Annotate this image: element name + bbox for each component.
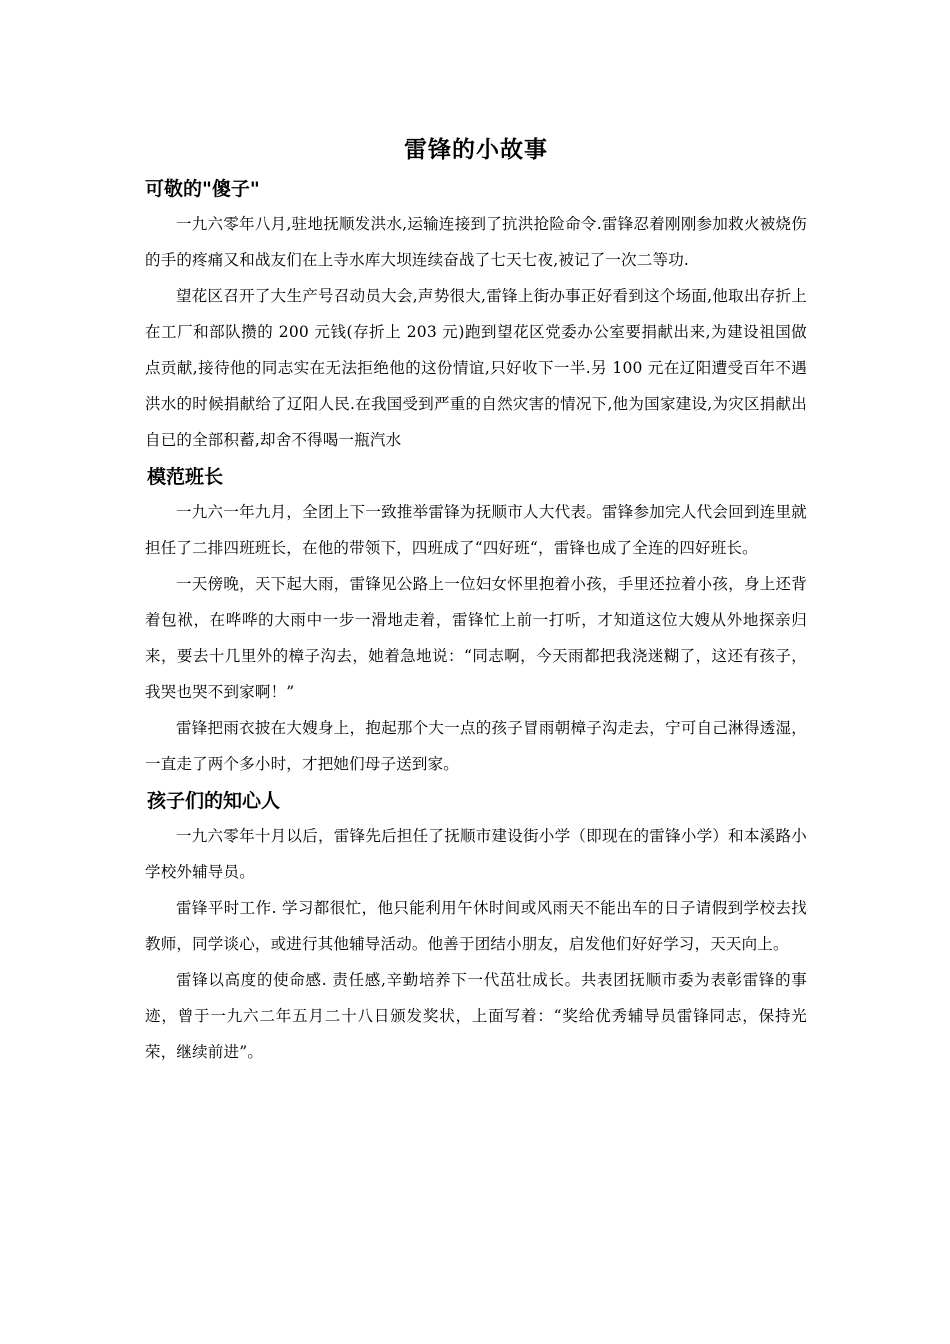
paragraph: 望花区召开了大生产号召动员大会,声势很大,雷锋上街办事正好看到这个场面,他取出存折上在工厂和部队攒的 200 元钱(存折上 203 元)跑到望花区党委办公室要捐献出来,为建设祖国做点贡献,接待他的同志实在无法拒绝他的这份情谊,只好收下一半.另 100 元在辽阳遭受百年不遇洪水的时候捐献给了辽阳人民.在我国受到严重的自然灾害的情况下,他为国家建设,为灾区捐献出自已的全部积蓄,却舍不得喝一瓶汽水	[145, 287, 807, 449]
section-childrens-confidant	[145, 784, 807, 1070]
paragraph: 雷锋平时工作. 学习都很忙，他只能利用午休时间或风雨天不能出车的日子请假到学校去找教师，同学谈心，或进行其他辅导活动。他善于团结小朋友，启发他们好好学习，天天向上。	[145, 899, 807, 953]
page-title: 雷锋的小故事	[404, 137, 548, 163]
section-heading: 可敬的"傻子"	[145, 178, 260, 200]
paragraph: 一天傍晚，天下起大雨，雷锋见公路上一位妇女怀里抱着小孩，手里还拉着小孩，身上还背着包袱，在哗哗的大雨中一步一滑地走着，雷锋忙上前一打听，才知道这位大嫂从外地探亲归来，要去十几里外的樟子沟去，她着急地说：“同志啊，今天雨都把我浇迷糊了，这还有孩子，我哭也哭不到家啊！”	[145, 575, 807, 701]
section-heading: 孩子们的知心人	[147, 790, 281, 812]
section-model-squad-leader	[145, 460, 807, 782]
document-body	[145, 130, 807, 1070]
paragraph: 雷锋把雨衣披在大嫂身上，抱起那个大一点的孩子冒雨朝樟子沟走去，宁可自己淋得透湿，一直走了两个多小时，才把她们母子送到家。	[145, 719, 807, 773]
paragraph: 雷锋以高度的使命感. 责任感,辛勤培养下一代茁壮成长。共表团抚顺市委为表彰雷锋的事迹，曾于一九六二年五月二十八日颁发奖状，上面写着：“奖给优秀辅导员雷锋同志，保持光荣，继续前进”。	[145, 971, 807, 1061]
paragraph: 一九六一年九月，全团上下一致推举雷锋为抚顺市人大代表。雷锋参加完人代会回到连里就担任了二排四班班长，在他的带领下，四班成了“四好班“，雷锋也成了全连的四好班长。	[145, 503, 807, 557]
section-respectable-fool	[145, 172, 807, 458]
section-heading: 模范班长	[147, 466, 224, 488]
paragraph: 一九六零年八月,驻地抚顺发洪水,运输连接到了抗洪抢险命令.雷锋忍着刚刚参加救火被烧伤的手的疼痛又和战友们在上寺水库大坝连续奋战了七天七夜,被记了一次二等功.	[145, 215, 807, 269]
paragraph: 一九六零年十月以后，雷锋先后担任了抚顺市建设街小学（即现在的雷锋小学）和本溪路小学校外辅导员。	[145, 827, 807, 881]
